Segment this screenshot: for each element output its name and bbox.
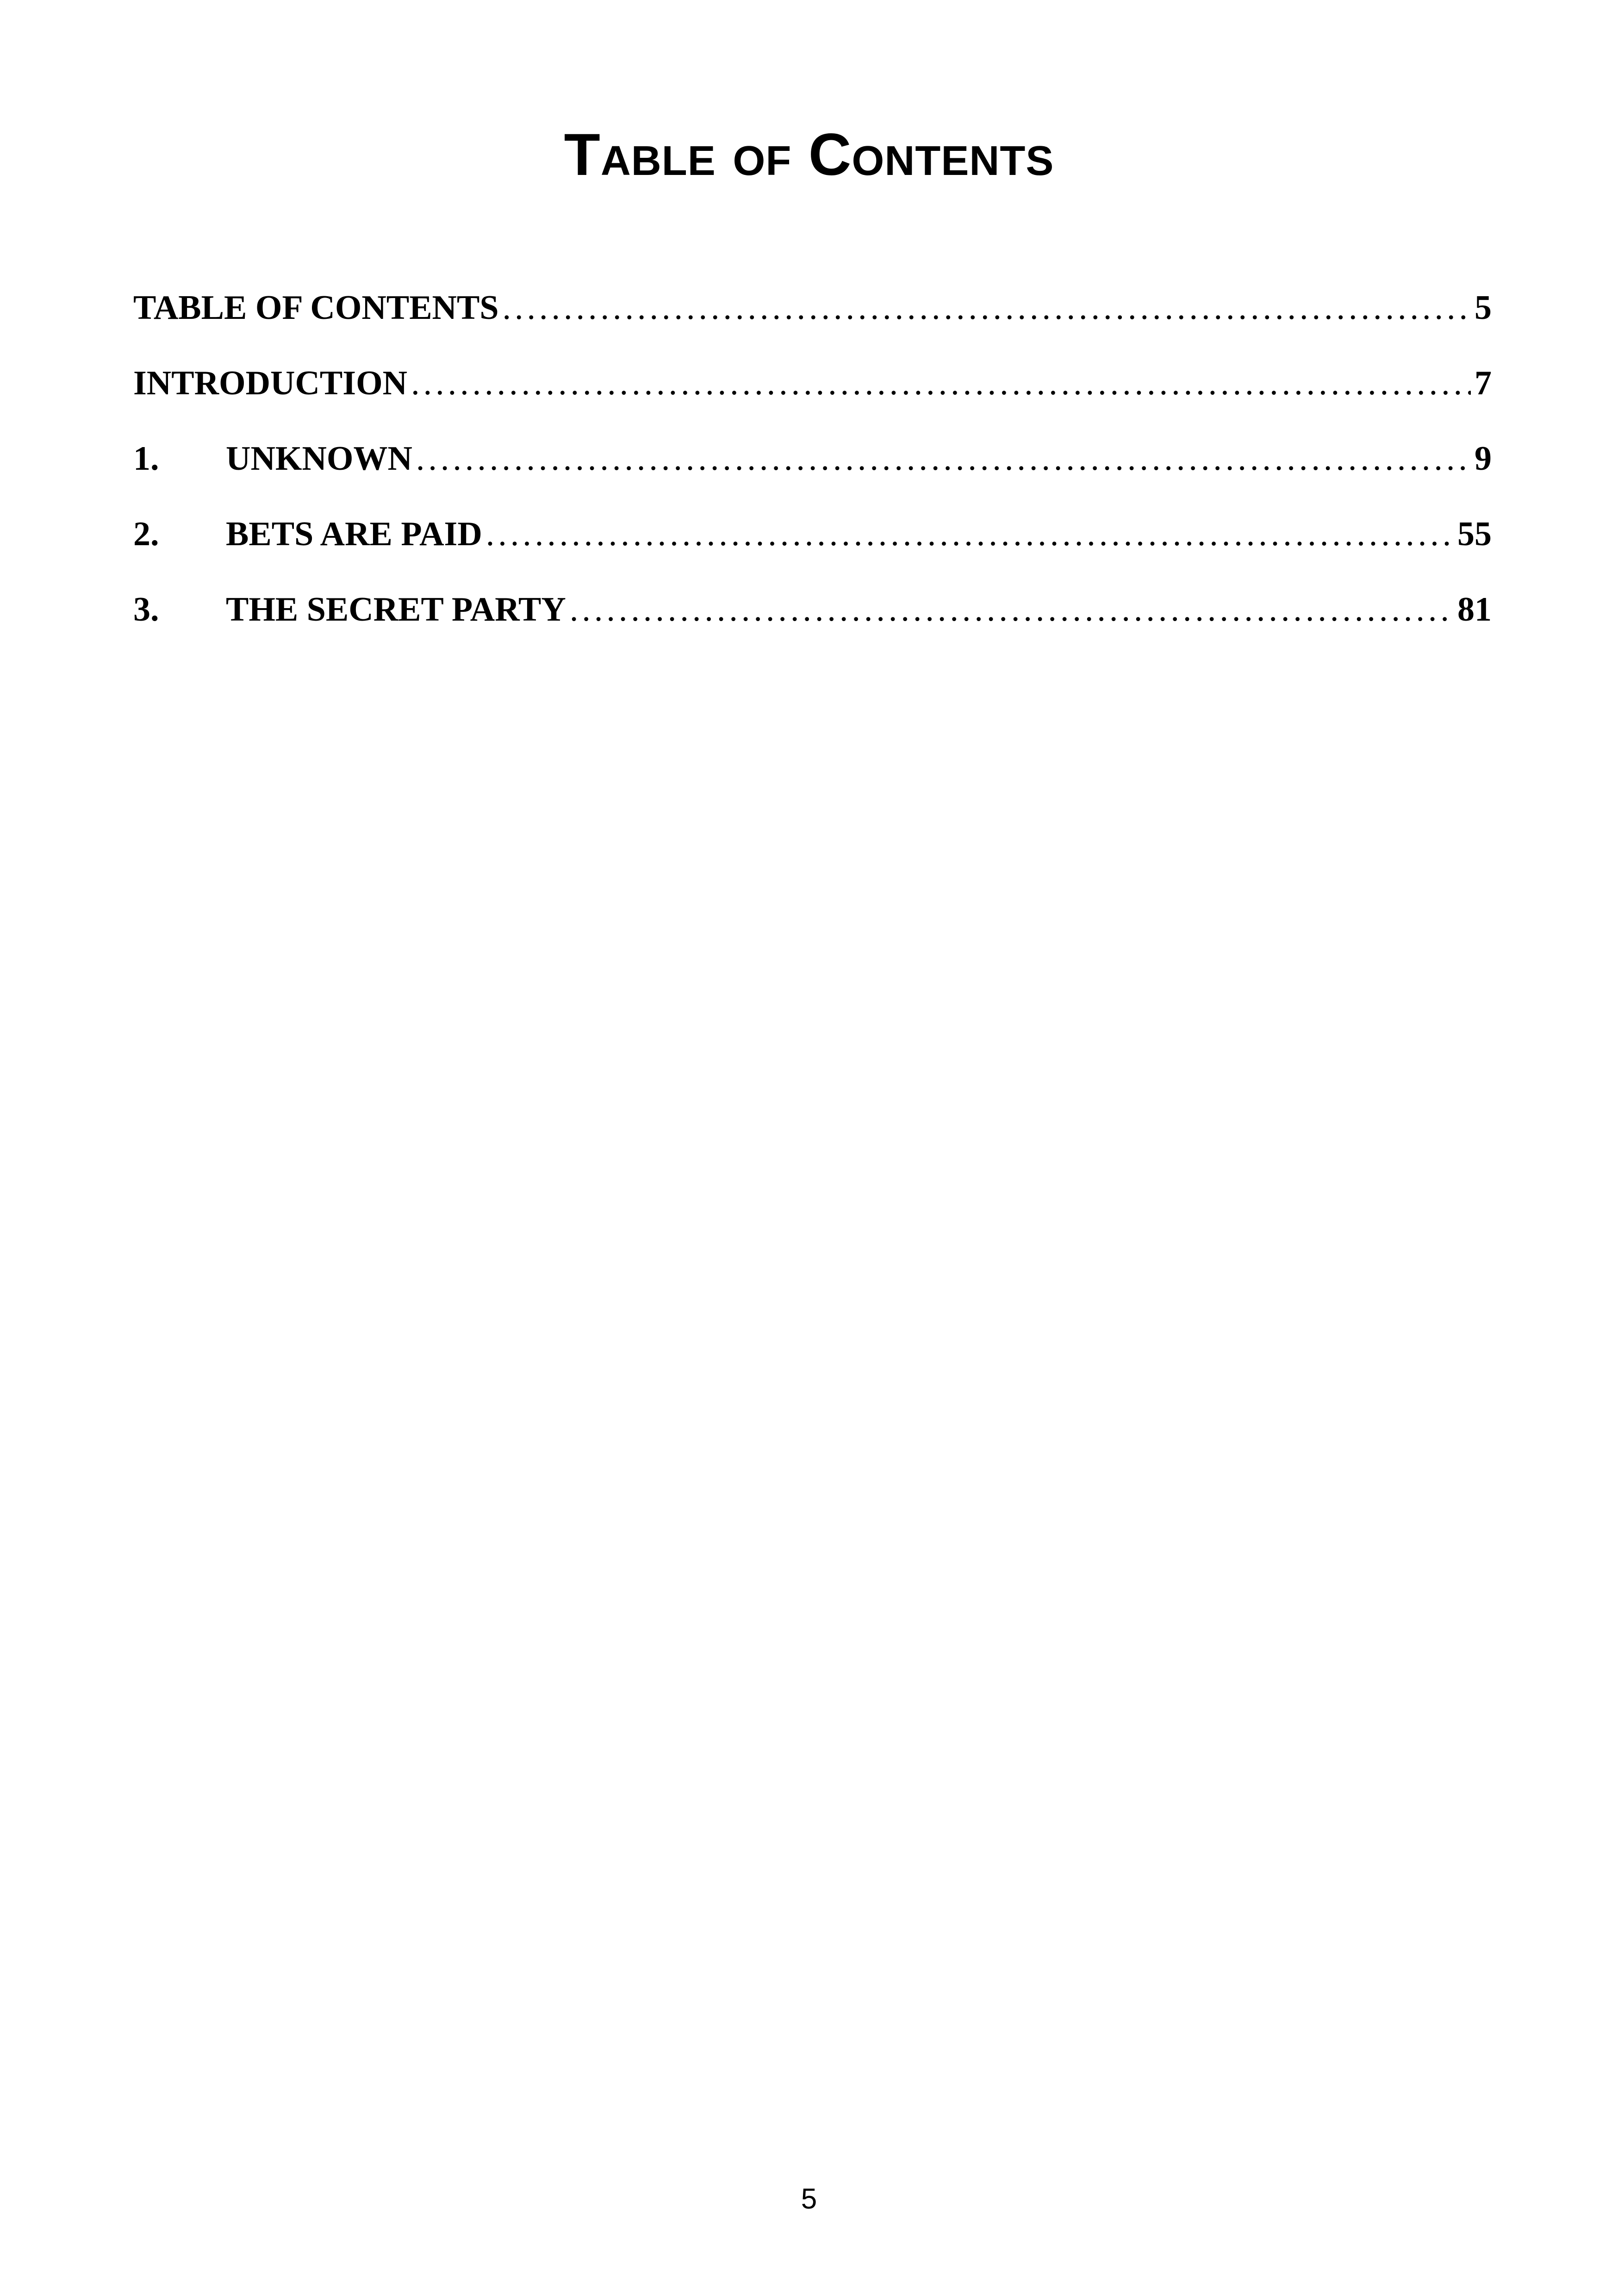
toc-entry-label: TABLE OF CONTENTS (133, 289, 499, 327)
page-title: Table of Contents (564, 122, 1054, 188)
toc-entry-number: 3. (133, 591, 159, 628)
toc-entry-page: 9 (1475, 440, 1492, 478)
toc-entry-page: 5 (1475, 289, 1492, 327)
toc-leader-dots (503, 282, 1471, 333)
toc-leader-dots (411, 358, 1471, 409)
toc-entry-number: 2. (133, 515, 159, 553)
toc-entry[interactable] (133, 584, 1492, 660)
toc-entry-label: UNKNOWN (226, 440, 412, 478)
toc-entry-page: 55 (1457, 515, 1492, 553)
toc-entry-page: 7 (1475, 364, 1492, 402)
toc-leader-dots (416, 433, 1471, 484)
toc-entry[interactable] (133, 282, 1492, 358)
toc-entry-page: 81 (1457, 591, 1492, 628)
table-of-contents (133, 282, 1492, 660)
toc-leader-dots (570, 584, 1454, 635)
toc-entry[interactable] (133, 358, 1492, 433)
toc-entry[interactable] (133, 509, 1492, 584)
footer-page-number: 5 (801, 2183, 817, 2215)
toc-entry-number: 1. (133, 440, 159, 478)
toc-entry-label: INTRODUCTION (133, 364, 408, 402)
toc-entry-label: THE SECRET PARTY (226, 591, 566, 628)
toc-entry-label: BETS ARE PAID (226, 515, 482, 553)
toc-entry[interactable] (133, 433, 1492, 509)
toc-leader-dots (486, 509, 1454, 560)
